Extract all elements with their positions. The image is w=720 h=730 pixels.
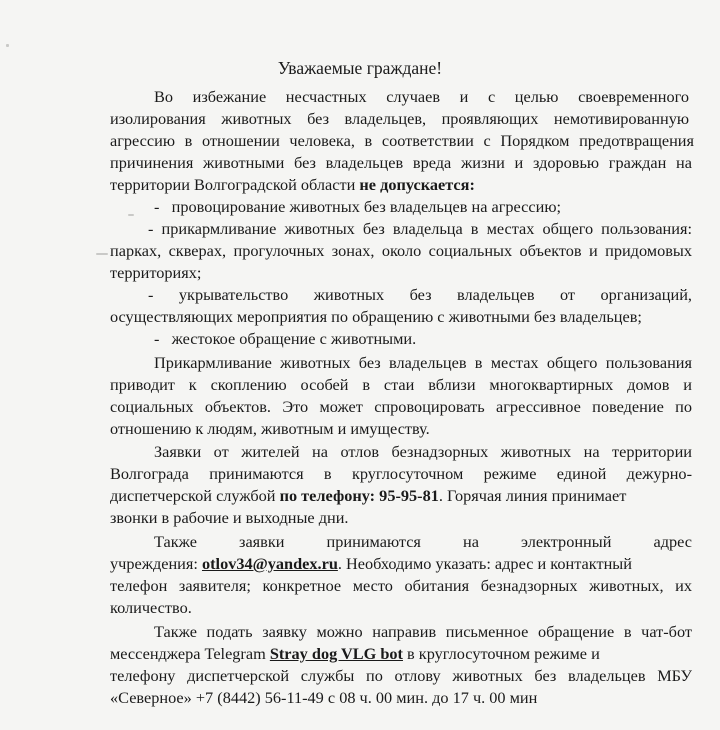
p4-line-1: Также заявки принимаются на электронный адрес — [154, 532, 692, 551]
list-item-3-line-2: осуществляющих мероприятия по обращению с животными без владельцев; — [110, 307, 642, 326]
p4-line-3: телефон заявителя; конкретное место обитания безнадзорных животных, их — [110, 576, 692, 595]
intro-line-3: агрессию в отношении человека, в соответствии с Порядком предотвращения — [110, 131, 694, 150]
p2-line-3: социальных объектов. Это может спровоцировать агрессивное поведение по — [110, 397, 692, 416]
intro-line-5-text: территории Волгоградской области — [110, 175, 356, 194]
list-item-2-line-3: территориях; — [110, 263, 202, 282]
p3-line-2: Волгограда принимаются в круглосуточном режиме единой дежурно- — [110, 464, 692, 483]
p3-line-3-text: диспетчерской службой — [110, 486, 276, 505]
list-item-1: - провоцирование животных без владельцев на агрессию; — [154, 197, 562, 216]
p5-line-1: Также подать заявку можно направив письменное обращение в чат-бот — [154, 622, 692, 641]
list-item-3-line-1: - укрывательство животных без владельцев от организаций, — [148, 285, 692, 304]
page-title: Уважаемые граждане! — [277, 58, 443, 78]
p3-line-3-rest: . Горячая линия принимает — [438, 486, 627, 505]
telegram-bot-link[interactable]: Stray dog VLG bot — [269, 644, 403, 663]
intro-line-4: причинения животными без владельцев вреда жизни и здоровью граждан на — [110, 153, 692, 172]
p4-line-2-rest: . Необходимо указать: адрес и контактный — [337, 554, 632, 573]
p3-line-3 — [110, 485, 626, 507]
hotline-phone: по телефону: 95-95-81 — [279, 486, 439, 505]
intro-line-1: Во избежание несчастных случаев и с целью своевременного — [154, 87, 689, 106]
p5-line-2 — [110, 643, 600, 665]
list-item-4: - жестокое обращение с животными. — [154, 329, 417, 348]
p2-line-1: Прикармливание животных без владельцев в местах общего пользования — [154, 353, 692, 372]
list-item-2-line-1: - прикармливание животных без владельца в местах общего пользования: — [148, 219, 692, 238]
email-link[interactable]: otlov34@yandex.ru — [201, 554, 338, 573]
p2-line-4: отношению к людям, животным и имуществу. — [110, 419, 430, 438]
p5-line-3: телефону диспетчерской службы по отлову животных без владельцев МБУ — [110, 666, 692, 685]
list-item-2-line-2: парках, скверах, прогулочных зонах, около социальных объектов и придомовых — [110, 241, 692, 260]
p2-line-2: приводит к скоплению особей в стаи вблизи многоквартирных домов и — [110, 375, 692, 394]
p5-line-2-rest: в круглосуточном режиме и — [407, 644, 600, 663]
p4-line-4: количество. — [110, 598, 192, 617]
p5-line-2-text: мессенджера Telegram — [110, 644, 266, 663]
intro-line-5 — [110, 174, 475, 196]
p4-line-2-text: учреждения: — [110, 554, 198, 573]
scan-mark — [128, 214, 134, 216]
scan-mark — [6, 44, 9, 47]
intro-not-allowed: не допускается: — [359, 175, 475, 194]
p3-line-4: звонки в рабочие и выходные дни. — [110, 508, 349, 527]
intro-line-2: изолирования животных без владельцев, проявляющих немотивированную — [110, 109, 689, 128]
p4-line-2 — [110, 553, 632, 575]
p3-line-1: Заявки от жителей на отлов безнадзорных животных на территории — [154, 442, 692, 461]
scan-mark — [96, 253, 108, 255]
p5-line-4: «Северное» +7 (8442) 56-11-49 с 08 ч. 00 мин. до 17 ч. 00 мин — [110, 688, 538, 707]
